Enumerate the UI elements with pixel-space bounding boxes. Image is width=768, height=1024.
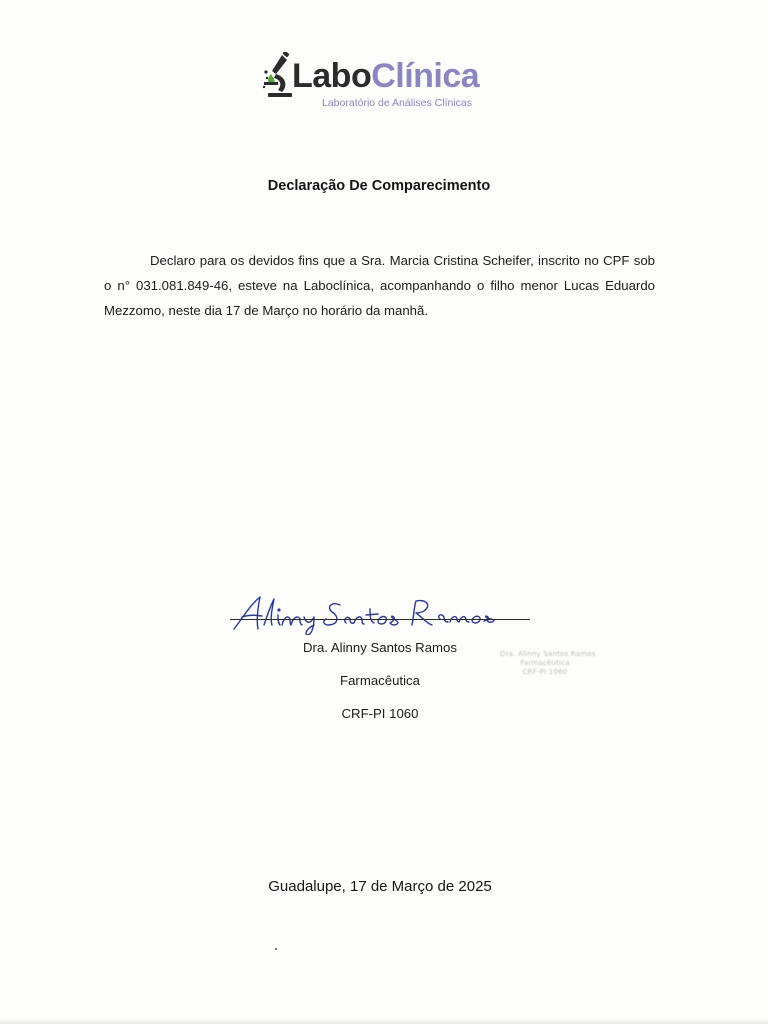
logo-name-clinica: Clínica [371, 57, 480, 95]
signer-name: Dra. Alinny Santos Ramos [303, 640, 457, 655]
scan-speck [275, 948, 277, 950]
stamp-line-registration: CRF-PI 1060 [522, 668, 568, 676]
logo-name-labo: Labo [292, 57, 372, 95]
handwritten-signature [228, 585, 498, 635]
signature-line [230, 619, 530, 620]
page-bottom-edge [0, 1018, 768, 1024]
document-body: Declaro para os devidos fins que a Sra. Marcia Cristina Scheifer, inscrito no CPF sob o n° 031.081.849-46, esteve na Laboclínica, acompanhando o filho menor Lucas Eduardo Mezzomo, neste dia 17 de Março no horário da manhã. [104, 253, 655, 318]
microscope-icon [262, 52, 294, 100]
place-and-date: Guadalupe, 17 de Março de 2025 [268, 878, 492, 895]
signer-role: Farmacêutica [340, 673, 420, 688]
document-title: Declaração De Comparecimento [267, 178, 491, 194]
stamp-line-name: Dra. Alinny Santos Ramos [500, 650, 596, 658]
stamp-line-role: Farmacêutica [520, 659, 570, 667]
laboclinica-logo [258, 50, 508, 116]
logo-tagline: Laboratório de Análises Clínicas [322, 97, 473, 109]
signer-registration: CRF-PI 1060 [341, 706, 419, 721]
faded-stamp [500, 650, 596, 677]
logo-wordmark [292, 56, 479, 96]
